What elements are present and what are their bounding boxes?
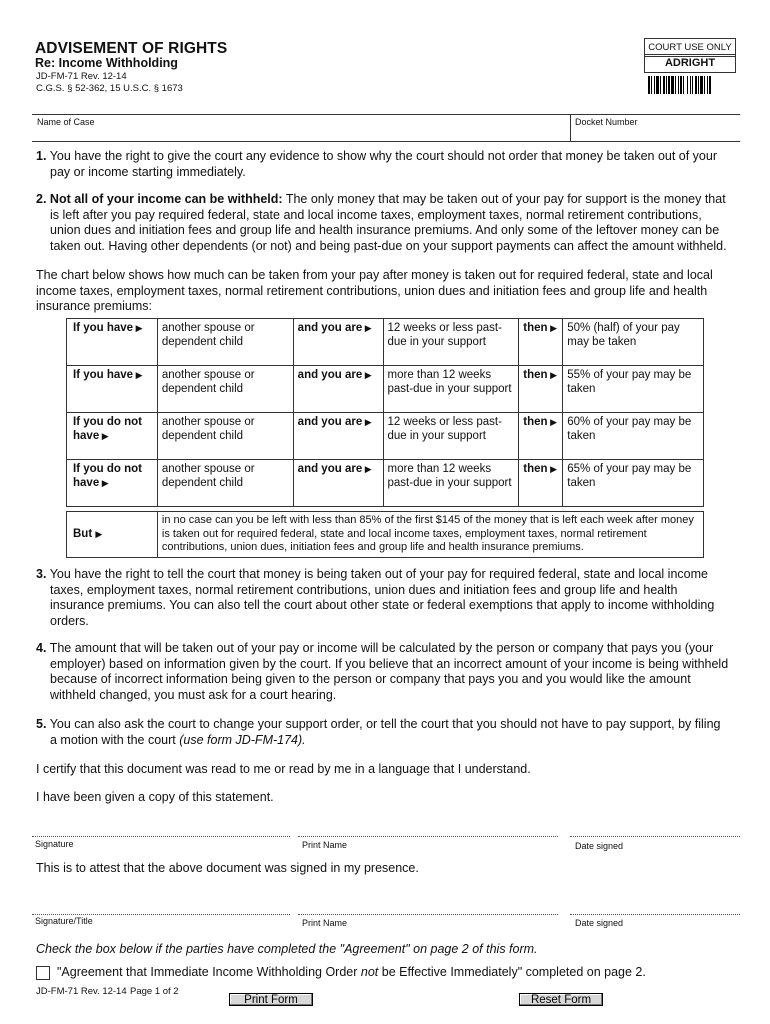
right-triangle-icon: ▶ (133, 323, 143, 333)
signature-line (32, 836, 290, 837)
chart-result-text: 60% of your pay may be taken (563, 413, 704, 460)
right-triangle-icon: ▶ (362, 464, 372, 474)
date-signed-line (570, 836, 740, 837)
chart-dependent-text: another spouse or dependent child (157, 460, 293, 507)
chart-pastdue-text: 12 weeks or less past-due in your support (383, 413, 519, 460)
chart-status-label: and you are ▶ (293, 366, 383, 413)
chart-pastdue-text: more than 12 weeks past-due in your support (383, 366, 519, 413)
footer-page-number: Page 1 of 2 (130, 986, 179, 997)
print-name-label: Print Name (302, 840, 348, 850)
chart-result-text: 55% of your pay may be taken (563, 366, 704, 413)
date-signed-label: Date signed (575, 841, 624, 851)
right-triangle-icon: ▶ (547, 464, 557, 474)
chart-pastdue-text: more than 12 weeks past-due in your support (383, 460, 519, 507)
print-name-label-2: Print Name (302, 918, 348, 928)
chart-row (67, 366, 704, 413)
right-triangle-icon: ▶ (362, 417, 372, 427)
but-label: But ▶ (67, 512, 158, 558)
print-form-button[interactable]: Print Form (229, 993, 313, 1006)
right-triangle-icon: ▶ (362, 370, 372, 380)
chart-condition-label: If you have ▶ (67, 366, 158, 413)
right-triangle-icon: ▶ (133, 370, 143, 380)
paragraph-4: 4. The amount that will be taken out of your pay or income will be calculated by the person or company that pays you (your employer) based on information given by the court. If you believe that an incorrect amount of your income is being withheld because of incorrect information being given to the person or company that pays you and you would like the amount withheld changed, you must ask for a court hearing. (36, 641, 729, 702)
print-name-input-2[interactable] (302, 898, 556, 914)
right-triangle-icon: ▶ (362, 323, 372, 333)
copy-statement: I have been given a copy of this statement. (36, 790, 274, 804)
chart-condition-label: If you do not have ▶ (67, 413, 158, 460)
chart-result-text: 65% of your pay may be taken (563, 460, 704, 507)
chart-condition-label: If you do not have ▶ (67, 460, 158, 507)
chart-dependent-text: another spouse or dependent child (157, 319, 293, 366)
footer-form-code: JD-FM-71 Rev. 12-14 (36, 986, 127, 997)
paragraph-2: 2. Not all of your income can be withheld: The only money that may be taken out of your pay for support is the money that is left after you pay required federal, state and local income taxes, employment taxes, normal retirement contributions, union dues and initiation fees and group life and health insurance premiums. And only some of the leftover money can be taken out. Having other dependents (or not) and being past-due on your support payments can affect the amount withheld. (36, 192, 727, 253)
print-name-line-2 (298, 914, 558, 915)
date-signed-line-2 (570, 914, 740, 915)
chart-pastdue-text: 12 weeks or less past-due in your support (383, 319, 519, 366)
paragraph-1: 1. You have the right to give the court any evidence to show why the court should not order that money be taken out of your pay or income starting immediately. (36, 149, 718, 179)
court-code: ADRIGHT (644, 54, 736, 73)
name-of-case-input[interactable] (34, 127, 566, 140)
right-triangle-icon: ▶ (99, 431, 109, 441)
paragraph-3: 3. You have the right to tell the court that money is being taken out of your pay for required federal, state and local income taxes, employment taxes, normal retirement contributions, union dues and initiation fees and group life and health insurance premiums. You can also tell the court about other state or federal exemptions that apply to income withholding orders. (36, 567, 715, 628)
print-name-line (298, 836, 558, 837)
chart-dependent-text: another spouse or dependent child (157, 366, 293, 413)
chart-status-label: and you are ▶ (293, 413, 383, 460)
signature-title-input[interactable] (34, 898, 288, 914)
right-triangle-icon: ▶ (547, 323, 557, 333)
form-code: JD-FM-71 Rev. 12-14 (36, 71, 127, 82)
date-signed-input[interactable] (573, 820, 737, 836)
reset-form-button[interactable]: Reset Form (519, 993, 603, 1006)
but-text: in no case can you be left with less than 85% of the first $145 of the money that is left each week after money is taken out for required federal, state and local income taxes, employment taxes, normal retirement contributions, union dues, initiation fees and group life and health insurance premiums. (157, 512, 703, 558)
statutes: C.G.S. § 52-362, 15 U.S.C. § 1673 (36, 83, 183, 94)
chart-row (67, 413, 704, 460)
chart-dependent-text: another spouse or dependent child (157, 413, 293, 460)
chart-then-label: then ▶ (519, 413, 563, 460)
chart-status-label: and you are ▶ (293, 460, 383, 507)
but-row-table (66, 511, 704, 558)
right-triangle-icon: ▶ (547, 370, 557, 380)
attest-statement: This is to attest that the above document was signed in my presence. (36, 861, 419, 875)
form-subtitle: Re: Income Withholding (35, 56, 178, 70)
agreement-checkbox-label: "Agreement that Immediate Income Withholding Order not be Effective Immediately" completed on page 2. (57, 965, 646, 979)
chart-row (67, 319, 704, 366)
date-signed-label-2: Date signed (575, 918, 624, 928)
form-title: ADVISEMENT OF RIGHTS (35, 40, 228, 57)
court-use-only-label: COURT USE ONLY (644, 38, 736, 57)
signature-title-label: Signature/Title (35, 916, 93, 926)
date-signed-input-2[interactable] (573, 898, 737, 914)
chart-row (67, 460, 704, 507)
docket-number-input[interactable] (574, 127, 738, 140)
barcode-icon (648, 76, 730, 94)
chart-condition-label: If you have ▶ (67, 319, 158, 366)
chart-then-label: then ▶ (519, 366, 563, 413)
chart-status-label: and you are ▶ (293, 319, 383, 366)
chart-then-label: then ▶ (519, 319, 563, 366)
signature-input[interactable] (34, 820, 288, 836)
agreement-checkbox[interactable] (36, 966, 50, 980)
print-name-input[interactable] (302, 820, 556, 836)
case-field-bottom-border (32, 141, 740, 142)
name-of-case-label: Name of Case (37, 117, 95, 127)
certify-statement: I certify that this document was read to me or read by me in a language that I understand. (36, 762, 531, 776)
chart-result-text: 50% (half) of your pay may be taken (563, 319, 704, 366)
case-field-top-border (32, 114, 740, 115)
docket-number-label: Docket Number (575, 117, 638, 127)
right-triangle-icon: ▶ (547, 417, 557, 427)
right-triangle-icon: ▶ (95, 529, 103, 540)
agreement-instruction: Check the box below if the parties have completed the "Agreement" on page 2 of this form. (36, 942, 538, 956)
case-field-divider (570, 114, 571, 141)
chart-intro: The chart below shows how much can be taken from your pay after money is taken out for required federal, state and local income taxes, employment taxes, normal retirement contributions, union dues and initiation fees and group life and health insurance premiums: (36, 268, 713, 313)
signature-label: Signature (35, 839, 74, 849)
paragraph-5: 5. You can also ask the court to change your support order, or tell the court that you should not have to pay support, by filing a motion with the court (use form JD-FM-174). (36, 717, 721, 747)
right-triangle-icon: ▶ (99, 478, 109, 488)
signature-title-line (32, 914, 290, 915)
chart-then-label: then ▶ (519, 460, 563, 507)
withholding-chart (66, 318, 704, 507)
